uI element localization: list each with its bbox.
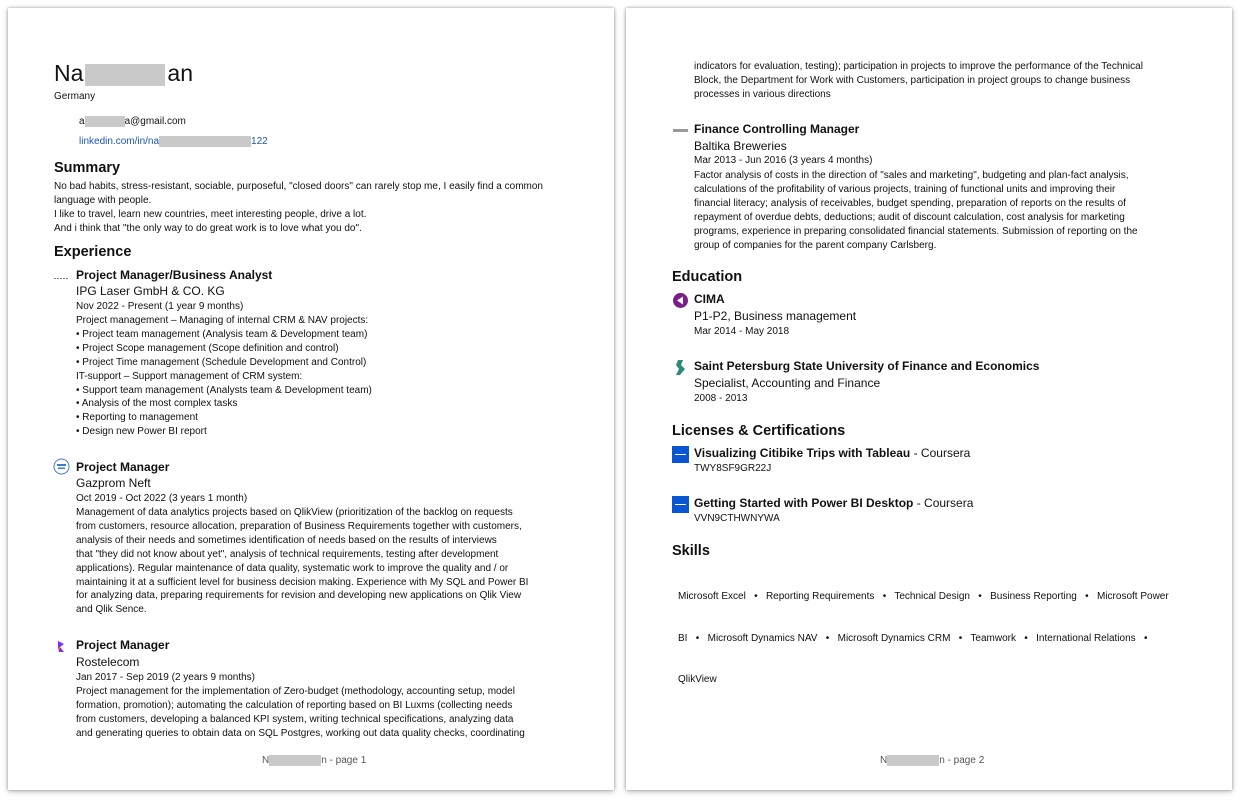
job-description: Project management for the implementation of Zero-budget (methodology, accounting setup, model formation, promotion); automating the calculation of reporting based on BI Luxms (collecting needs from customers, developing a balanced KPI system, writing technical specifications, analyzing data and generating queries to obtain data on SQL Postgres, working out data quality checks, coordinating (76, 686, 525, 739)
licenses-heading: Licenses & Certifications (672, 423, 846, 439)
baltika-logo-icon (672, 122, 689, 139)
name-redaction (85, 64, 165, 86)
page-footer: N n - page 2 (880, 755, 985, 767)
job-dates: Oct 2019 - Oct 2022 (3 years 1 month) (76, 493, 248, 504)
education-dates: 2008 - 2013 (694, 393, 748, 404)
cert-title: Getting Started with Power BI Desktop - Coursera (694, 496, 974, 510)
job-role: Project Manager/Business Analyst (76, 268, 273, 282)
location: Germany (54, 91, 96, 102)
job-role: Finance Controlling Manager (694, 122, 860, 136)
university-logo-icon (672, 359, 689, 376)
cert-title: Visualizing Citibike Trips with Tableau - Coursera (694, 446, 971, 460)
education-dates: Mar 2014 - May 2018 (694, 326, 790, 337)
job-company: Rostelecom (76, 655, 140, 669)
gazprom-logo-icon (53, 458, 70, 475)
continued-description: indicators for evaluation, testing); participation in projects to improve the performance of the Technical Block, the Department for Work with Customers, participation in project groups to change business processes in various directions (694, 61, 1143, 100)
job-role: Project Manager (76, 460, 170, 474)
job-company: Gazprom Neft (76, 476, 151, 490)
job-dates: Mar 2013 - Jun 2016 (3 years 4 months) (694, 155, 873, 166)
job-dates: Jan 2017 - Sep 2019 (2 years 9 months) (76, 672, 255, 683)
education-school: Saint Petersburg State University of Finance and Economics (694, 359, 1040, 373)
skills-heading: Skills (672, 543, 710, 559)
experience-heading: Experience (54, 244, 132, 260)
job-description: Factor analysis of costs in the direction of "sales and marketing", budgeting and plan-fact analysis, calculations of the profitability of various projects, training of functional units and improving their financial literacy; analysis of receivables, budget spending, preparation of reports on the results of repayment of overdue debts, deductions; audit of discount calculation, cost analysis for marketing programs, experience in preparing consolidated financial statements. Submission of reporting on the group of companies for the parent company Carlsberg. (694, 170, 1138, 251)
linkedin-link[interactable]: linkedin.com/in/na 122 (79, 136, 268, 148)
resume-page-1 (8, 8, 614, 790)
job-description: Management of data analytics projects based on QlikView (prioritization of the backlog on requests from customers, resource allocation, preparation of Business Requirements together with customers, analysis of their needs and sometimes identification of needs based on the results of interviews that "they did not know about yet", analysis of technical requirements, testing after development applications). Regular maintenance of data quality, systematic work to improve the quality and / or maintaining it at a sufficient level for business decision making. Experience with My SQL and Power BI for analyzing data, preparing requirements for revision and developing new applications on Qlik View and Qlik Sence. (76, 507, 529, 616)
resume-page-2 (626, 8, 1232, 790)
candidate-name: Na an (54, 60, 193, 86)
cert-code: VVN9CTHWNYWA (694, 513, 780, 524)
rostelecom-logo-icon (53, 638, 70, 655)
skills-list: Microsoft Excel • Reporting Requirements • Technical Design • Business Reporting • Microsoft Power BI • Microsoft Dynamics NAV • Microsoft Dynamics CRM • Teamwork • International Relations • QlikView (678, 590, 1169, 686)
job-role: Project Manager (76, 638, 170, 652)
education-heading: Education (672, 269, 743, 285)
job-company: Baltika Breweries (694, 139, 787, 153)
job-company: IPG Laser GmbH & CO. KG (76, 284, 225, 298)
page-footer: N n - page 1 (262, 755, 367, 767)
cima-logo-icon (672, 292, 689, 309)
education-degree: Specialist, Accounting and Finance (694, 376, 881, 390)
job-dates: Nov 2022 - Present (1 year 9 months) (76, 301, 244, 312)
coursera-logo-icon (672, 446, 689, 463)
education-school: CIMA (694, 292, 725, 306)
coursera-logo-icon (672, 496, 689, 513)
summary-text: No bad habits, stress-resistant, sociable, purposeful, "closed doors" can rarely stop me, I easily find a common language with people. I like to travel, learn new countries, meet interesting people, drive a lot. And i think that "the only way to do great work is to love what you do". (54, 181, 543, 234)
job-description: Project management – Managing of internal CRM & NAV projects: • Project team management (Analysis team & Development team) • Project Scope management (Scope definition and control) • Project Time management (Schedule Development and Control) IT-support – Support management of CRM system: • Support team management (Analysts team & Development team) • Analysis of the most complex tasks • Reporting to management • Design new Power BI report (76, 315, 372, 438)
summary-heading: Summary (54, 160, 121, 176)
email[interactable]: a a@gmail.com (79, 116, 186, 127)
cert-code: TWY8SF9GR22J (694, 463, 772, 474)
ipg-logo-icon (53, 270, 70, 287)
education-degree: P1-P2, Business management (694, 309, 857, 323)
